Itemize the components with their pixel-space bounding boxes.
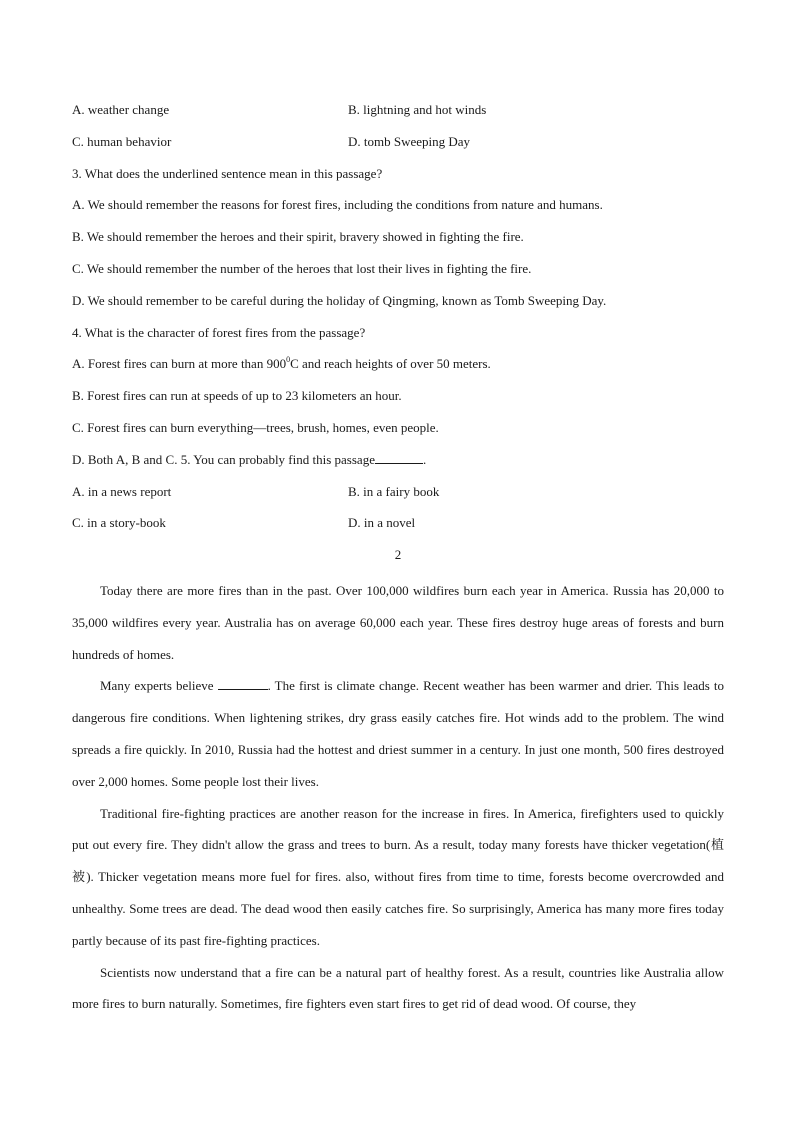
q5-option-a: A. in a news report: [72, 483, 172, 499]
passage-paragraph-2-post: . The first is climate change. Recent weather has been warmer and drier. This leads to dangerous fire conditions. When lightening strikes, dry grass easily catches fire. Hot winds add to the problem. The wind spreads a fire quickly. In 2010, Russia had the hottest and driest summer in a century. In just one month, 500 fires destroyed over 2,000 homes. Some people lost their lives.: [72, 678, 725, 789]
q4-option-a-post: C and reach heights of over 50 meters.: [290, 356, 491, 372]
passage-paragraph-4: Scientists now understand that a fire can be a natural part of healthy forest. As a result, countries like Australia allow more fires to burn naturally. Sometimes, fire fighters even start fires to get rid of dead wood. Of course, they: [72, 964, 724, 1012]
q2-options-row-1: [72, 98, 724, 130]
q4-option-a-pre: A. Forest fires can burn at more than 900: [72, 356, 287, 372]
q3-option-d: D. We should remember to be careful during the holiday of Qingming, known as Tomb Sweeping Day.: [72, 292, 607, 308]
q4-option-d-text: D. Both A, B and C. 5. You can probably find this passage: [72, 451, 375, 467]
q2-option-c: C. human behavior: [72, 133, 172, 149]
q4-option-d: [72, 448, 724, 480]
passage-paragraph-3: Traditional fire-fighting practices are another reason for the increase in fires. In America, firefighters used to quickly put out every fire. They didn't allow the grass and trees to burn. As a result, today many forests have thicker vegetation(植被). Thicker vegetation means more fuel for fires. also, without fires from time to time, forests become overcrowded and unhealthy. Some trees are dead. The dead wood then easily catches fire. So surprisingly, America has many more fires today partly because of its past fire-fighting practices.: [72, 805, 724, 948]
q5-options-row-1: [72, 480, 724, 512]
q2-option-d: D. tomb Sweeping Day: [348, 133, 471, 149]
section-number: 2: [394, 547, 402, 563]
q5-option-d: D. in a novel: [348, 515, 416, 531]
answer-blank: [375, 449, 423, 464]
q5-option-c: C. in a story-book: [72, 515, 166, 531]
q2-option-b: B. lightning and hot winds: [348, 102, 487, 117]
q4-option-a-sup: 0: [286, 355, 291, 365]
passage-paragraph-1: Today there are more fires than in the past. Over 100,000 wildfires burn each year in America. Russia has 20,000 to 35,000 wildfires every year. Australia has on average 60,000 each year. These fires destroy huge areas of forests and burn hundreds of homes.: [72, 582, 724, 662]
q3-question: 3. What does the underlined sentence mean in this passage?: [72, 165, 383, 181]
q4-option-c: C. Forest fires can burn everything—trees, brush, homes, even people.: [72, 419, 439, 435]
q4-option-d-end: .: [422, 451, 427, 467]
q5-options-row-2: [72, 511, 724, 543]
passage-paragraph-2: [72, 670, 724, 797]
answer-blank: [218, 675, 268, 690]
q3-option-a: A. We should remember the reasons for forest fires, including the conditions from nature and humans.: [72, 197, 603, 213]
document-page: [72, 98, 724, 1020]
q3-option-c: C. We should remember the number of the heroes that lost their lives in fighting the fire.: [72, 260, 532, 276]
q3-option-b: B. We should remember the heroes and their spirit, bravery showed in fighting the fire.: [72, 229, 524, 245]
q4-option-b: B. Forest fires can run at speeds of up to 23 kilometers an hour.: [72, 388, 402, 404]
q2-options-row-2: [72, 130, 724, 162]
q4-question: 4. What is the character of forest fires from the passage?: [72, 324, 366, 340]
q2-option-a: A. weather change: [72, 102, 170, 117]
passage-paragraph-2-pre: Many experts believe: [100, 678, 214, 694]
q4-option-a: [72, 352, 724, 384]
q5-option-b: B. in a fairy book: [348, 483, 440, 499]
